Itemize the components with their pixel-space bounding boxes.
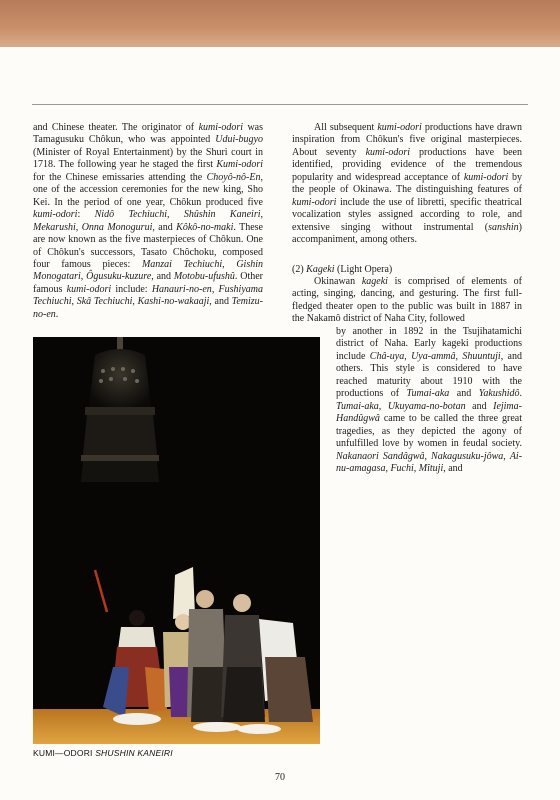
caption-label: KUMI—ODORI [33, 748, 96, 758]
caption-title: SHUSHIN KANEIRI [95, 748, 173, 758]
page-number: 70 [275, 772, 285, 783]
column-right-paragraph: All subsequent kumi-odori productions have drawn inspiration from Chôkun's five original masterpieces. About seventy kumi-odori productions have been identified, providing evidence of the tremendous popularity and widespread acceptance of kumi-odori by the people of Okinawa. The distinguishing features of kumi-odori include the use of libretti, specific theatrical vocalization styles assigned according to role, and extensive singing without instrumental (sanshin) accompaniment, among others. [292, 122, 522, 246]
section-heading-kageki: (2) Kageki (Light Opera) [292, 264, 393, 275]
stage-photo-drawing [33, 337, 320, 744]
column-left-text: and Chinese theater. The originator of kumi-odori was Tamagusuku Chôkun, who was appointed Udui-bugyo (Minister of Royal Entertainment) by the Shuri court in 1718. The following year he staged the first Kumi-odori for the Chinese emissaries attending the Choyô-nô-En, one of the accession ceremonies for the new king, Sho Kei. In the period of one year, Chôkun produced five kumi-odori: Nidô Techiuchi, Shûshin Kaneiri, Mekarushi, Onna Monogurui, and Kôkô-no-maki. These are now known as the five masterpieces of Chôkun. One of Chôkun's successors, Tasato Chôchoku, composed four famous pieces: Manzai Techiuchi, Gishin Monogatari, Ôgusuku-kuzure, and Motobu-ufushû. Other famous kumi-odori include: Hanauri-no-en, Fushiyama Techiuchi, Skâ Techiuchi, Kashi-no-wakaaji, and Temizu-no-en. [33, 122, 264, 320]
header-rule [32, 104, 528, 105]
photo-caption [33, 748, 173, 758]
kageki-paragraph-continued: by another in 1892 in the Tsujihatamichi district of Naha. Early kageki productions include Châ-uya, Uya-ammâ, Shuuntuji, and others. This style is considered to have reached maturity about 1910 with the productions of Tumai-aka and Yakushidô. Tumai-aka, Ukuyama-no-botan and Iejima-Handûgwâ came to be called the three great tragedies, as they depicted the agony of unfulfilled love by women in feudal society. Nakanaori Sandâgwâ, Nakagusuku-jôwa, Ai-nu-amagasa, Fuchi, Mîtuji, and [336, 326, 523, 474]
page-header-band [0, 0, 560, 47]
kageki-paragraph-start: Okinawan kageki is comprised of elements of acting, singing, dancing, and gesturing. The first full-fledged theater open to the public was built in 1887 in the Nakamô district of Naha City, followed [292, 276, 522, 325]
stage-photograph [33, 337, 320, 744]
